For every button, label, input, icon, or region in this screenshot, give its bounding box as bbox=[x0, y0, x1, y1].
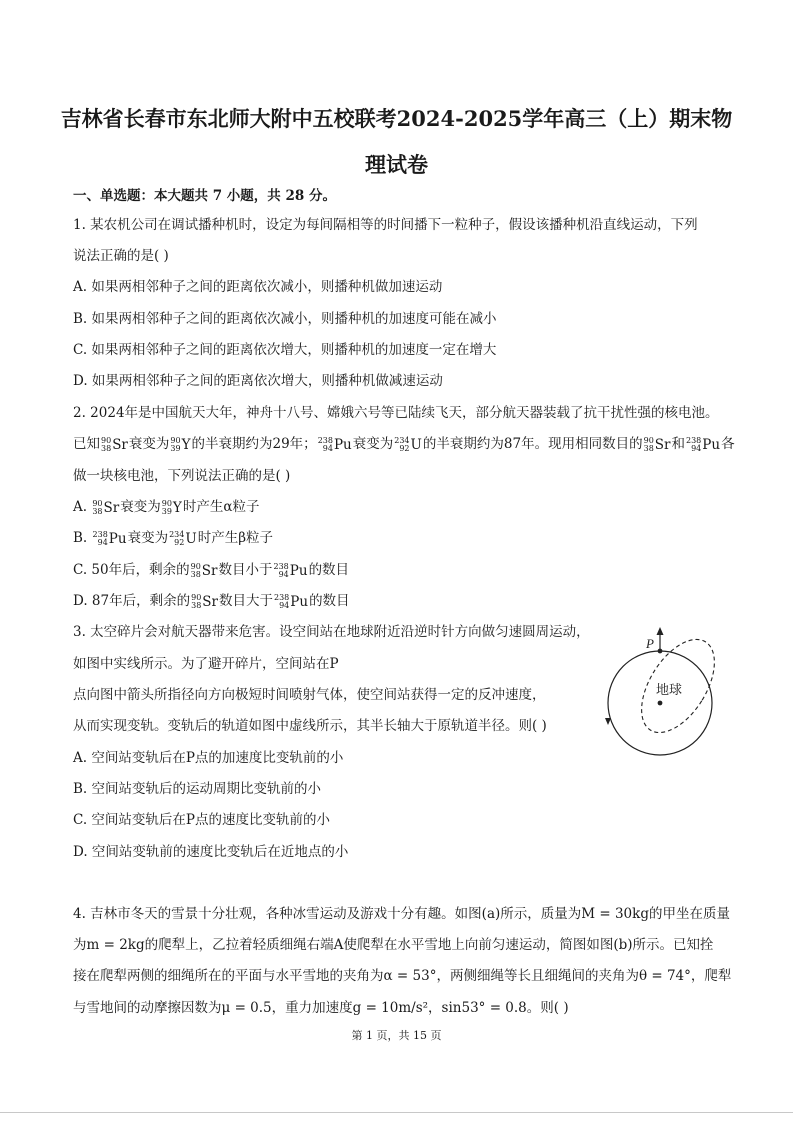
nuclide-sr-90: 90 38 Sr bbox=[101, 435, 128, 453]
q1-stem-line-1: 1. 某农机公司在调试播种机时，设定为每间隔相等的时间播下一粒种子，假设该播种机沿直线运动，下列 bbox=[73, 217, 698, 233]
q1-option-c: C. 如果两相邻种子之间的距离依次增大，则播种机的加速度一定在增大 bbox=[73, 342, 497, 358]
page-footer: 第 1 页，共 15 页 bbox=[351, 1029, 442, 1042]
bottom-divider bbox=[0, 1112, 793, 1113]
q3-option-a: A. 空间站变轨后在P点的加速度比变轨前的小 bbox=[73, 750, 344, 766]
nuclide-u-234: 234 92 U bbox=[169, 529, 197, 547]
q4-stem-line-3: 接在爬犁两侧的细绳所在的平面与水平雪地的夹角为α = 53°，两侧细绳等长且细绳间的夹角为θ = 74°，爬犁 bbox=[73, 968, 732, 984]
nuclide-pu-238: 238 94 Pu bbox=[317, 435, 352, 453]
point-p-label: P bbox=[646, 636, 654, 651]
q3-option-c: C. 空间站变轨后在P点的速度比变轨前的小 bbox=[73, 812, 331, 828]
title-line-2: 理试卷 bbox=[365, 152, 428, 177]
point-p-dot bbox=[658, 649, 663, 654]
q3-option-d: D. 空间站变轨前的速度比变轨后在近地点的小 bbox=[73, 844, 349, 860]
q1-option-a: A. 如果两相邻种子之间的距离依次减小，则播种机做加速运动 bbox=[73, 279, 443, 295]
nuclide-pu-238: 238 94 Pu bbox=[273, 561, 308, 579]
direction-arrow-icon bbox=[605, 718, 611, 725]
q2-option-d: D. 87年后，剩余的 90 38 Sr 数目大于 238 94 Pu 的数目 bbox=[73, 592, 350, 610]
nuclide-sr-90: 90 38 Sr bbox=[92, 498, 120, 516]
q2-stem-line-3: 做一块核电池，下列说法正确的是( ) bbox=[73, 468, 291, 484]
q1-stem-line-2: 说法正确的是( ) bbox=[73, 248, 169, 264]
q2-option-c: C. 50年后，剩余的 90 38 Sr 数目小于 238 94 Pu 的数目 bbox=[73, 561, 350, 579]
q4-stem-line-1: 4. 吉林市冬天的雪景十分壮观，各种冰雪运动及游戏十分有趣。如图(a)所示，质量为M = 30kg的甲坐在质量 bbox=[73, 906, 730, 922]
nuclide-sr-90: 90 38 Sr bbox=[643, 435, 671, 453]
orbit-diagram bbox=[600, 622, 730, 757]
q2-option-b: B. 238 94 Pu 衰变为 234 92 U 时产生β粒子 bbox=[73, 529, 274, 547]
nuclide-pu-238: 238 94 Pu bbox=[92, 529, 127, 547]
document-title bbox=[50, 96, 743, 188]
nuclide-y-90: 90 39 Y bbox=[170, 435, 191, 453]
q1-option-b: B. 如果两相邻种子之间的距离依次减小，则播种机的加速度可能在减小 bbox=[73, 311, 497, 327]
nuclide-sr-90: 90 38 Sr bbox=[191, 592, 218, 610]
q3-stem-line-4: 从而实现变轨。变轨后的轨道如图中虚线所示，其半长轴大于原轨道半径。则( ) bbox=[73, 718, 547, 734]
nuclide-u-234: 234 92 U bbox=[394, 435, 422, 453]
nuclide-sr-90: 90 38 Sr bbox=[190, 561, 218, 579]
nuclide-y-90: 90 39 Y bbox=[161, 498, 182, 516]
earth-center-dot bbox=[658, 701, 663, 706]
q2-stem-line-2: 已知 90 38 Sr 衰变为 90 39 Y 的半衰期约为29年； 238 94 Pu 衰变为 234 92 U 的半衰期约为87年。现用相同数目的 90 38 Sr 和 238 94 Pu 各 bbox=[73, 435, 735, 453]
nuclide-pu-238: 238 94 Pu bbox=[274, 592, 309, 610]
thrust-arrow-head-icon bbox=[657, 627, 664, 635]
section-heading: 一、单选题：本大题共 7 小题，共 28 分。 bbox=[73, 188, 336, 204]
q1-option-d: D. 如果两相邻种子之间的距离依次增大，则播种机做减速运动 bbox=[73, 373, 443, 389]
q3-stem-line-1: 3. 太空碎片会对航天器带来危害。设空间站在地球附近沿逆时针方向做匀速圆周运动， bbox=[73, 624, 590, 640]
q3-option-b: B. 空间站变轨后的运动周期比变轨前的小 bbox=[73, 781, 322, 797]
q2-stem-line-1: 2. 2024年是中国航天大年，神舟十八号、嫦娥六号等已陆续飞天，部分航天器装载了抗干扰性强的核电池。 bbox=[73, 405, 719, 421]
title-line-1: 吉林省长春市东北师大附中五校联考2024-2025学年高三（上）期末物 bbox=[60, 106, 733, 131]
earth-label: 地球 bbox=[656, 683, 683, 698]
q2-option-a: A. 90 38 Sr 衰变为 90 39 Y 时产生α粒子 bbox=[73, 498, 260, 516]
q4-stem-line-4: 与雪地间的动摩擦因数为μ = 0.5，重力加速度g = 10m/s²，sin53° = 0.8。则( ) bbox=[73, 1000, 569, 1016]
q3-stem-line-3: 点向图中箭头所指径向方向极短时间喷射气体，使空间站获得一定的反冲速度， bbox=[73, 687, 546, 703]
q4-stem-line-2: 为m = 2kg的爬犁上，乙拉着轻质细绳右端A使爬犁在水平雪地上向前匀速运动，简图如图(b)所示。已知拴 bbox=[73, 937, 714, 953]
nuclide-pu-238: 238 94 Pu bbox=[686, 435, 721, 453]
q3-stem-line-2: 如图中实线所示。为了避开碎片，空间站在P bbox=[73, 656, 339, 672]
